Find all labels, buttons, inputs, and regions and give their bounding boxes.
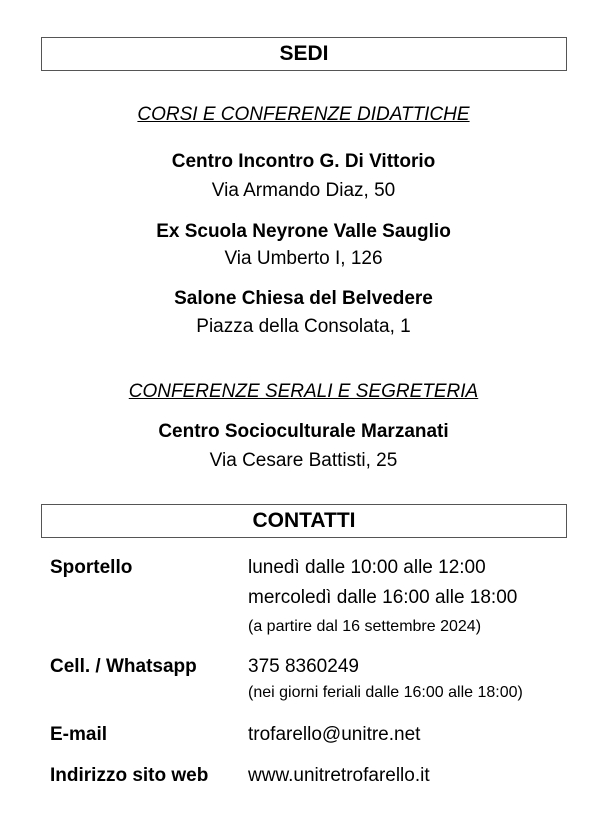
sportello-note: (a partire dal 16 settembre 2024) (248, 618, 482, 635)
venue-name-3: Salone Chiesa del Belvedere (174, 288, 433, 309)
venue-name-1: Centro Incontro G. Di Vittorio (171, 151, 436, 172)
sedi-title-box (41, 37, 567, 71)
serali-heading: CONFERENZE SERALI E SEGRETERIA (128, 381, 479, 402)
venue-address-2: Via Umberto I, 126 (224, 248, 383, 269)
web-label: Indirizzo sito web (50, 765, 209, 786)
cell-label: Cell. / Whatsapp (50, 656, 197, 677)
sedi-title: SEDI (279, 42, 329, 65)
web-value[interactable]: www.unitretrofarello.it (248, 765, 430, 786)
sportello-hours-1: lunedì dalle 10:00 alle 12:00 (248, 557, 486, 578)
sportello-label: Sportello (50, 557, 133, 578)
email-label: E-mail (50, 724, 108, 745)
contatti-title: CONTATTI (252, 509, 356, 532)
venue-address-3: Piazza della Consolata, 1 (196, 316, 411, 337)
contatti-title-box (41, 504, 567, 538)
venue-name-2: Ex Scuola Neyrone Valle Sauglio (156, 221, 451, 242)
email-value[interactable]: trofarello@unitre.net (248, 724, 421, 745)
corsi-heading: CORSI E CONFERENZE DIDATTICHE (137, 104, 470, 125)
sportello-hours-2: mercoledì dalle 16:00 alle 18:00 (248, 587, 518, 608)
cell-note: (nei giorni feriali dalle 16:00 alle 18:00) (248, 684, 523, 701)
cell-value: 375 8360249 (248, 656, 359, 677)
venue-address-4: Via Cesare Battisti, 25 (209, 450, 398, 471)
venue-address-1: Via Armando Diaz, 50 (211, 180, 396, 201)
venue-name-4: Centro Socioculturale Marzanati (158, 421, 449, 442)
